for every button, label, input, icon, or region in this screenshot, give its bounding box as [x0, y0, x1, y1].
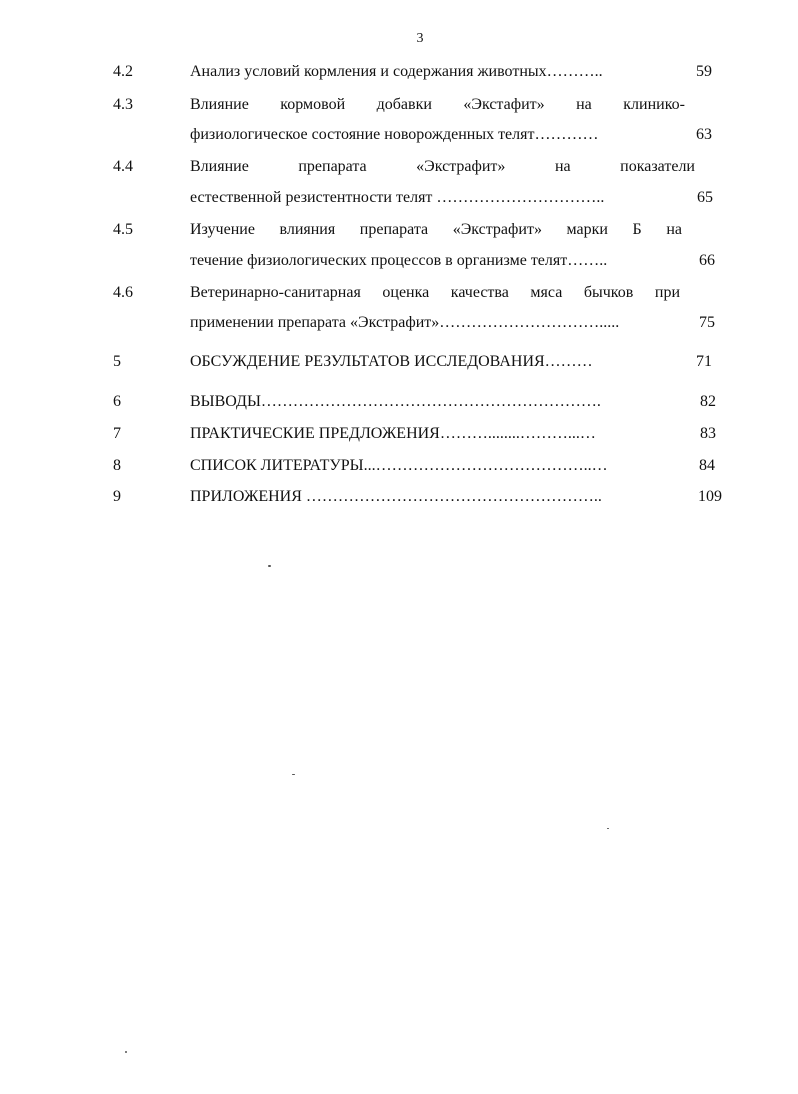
- toc-entry-page: 109: [698, 488, 722, 505]
- toc-entry-number: 4.2: [113, 63, 133, 80]
- toc-entry-title: Ветеринарно-санитарная оценка качества мяса бычков при: [190, 284, 680, 301]
- toc-entry-number: 5: [113, 353, 121, 370]
- scan-speck: [607, 828, 609, 829]
- toc-entry-number: 7: [113, 425, 121, 442]
- toc-entry-number: 6: [113, 393, 121, 410]
- toc-entry-number: 4.3: [113, 96, 133, 113]
- toc-entry-number: 8: [113, 457, 121, 474]
- toc-entry-number: 4.4: [113, 158, 133, 175]
- toc-entry-page: 63: [696, 126, 712, 143]
- toc-entry-page: 83: [700, 425, 716, 442]
- toc-entry-page: 84: [699, 457, 715, 474]
- toc-entry-page: 82: [700, 393, 716, 410]
- toc-entry-title: Влияние кормовой добавки «Экстафит» на клинико-: [190, 96, 685, 113]
- toc-entry-title: Анализ условий кормления и содержания животных………..: [190, 63, 603, 80]
- toc-entry-page: 71: [696, 353, 712, 370]
- toc-entry-title: Изучение влияния препарата «Экстрафит» марки Б на: [190, 221, 682, 238]
- toc-entry-number: 4.6: [113, 284, 133, 301]
- toc-entry-title: Влияние препарата «Экстрафит» на показатели: [190, 158, 695, 175]
- toc-entry-page: 65: [697, 189, 713, 206]
- toc-entry-number: 4.5: [113, 221, 133, 238]
- toc-entry-title-cont: физиологическое состояние новорожденных телят…………: [190, 126, 599, 143]
- toc-entry-page: 59: [696, 63, 712, 80]
- scan-speck: [268, 565, 271, 567]
- toc-entry-title: СПИСОК ЛИТЕРАТУРЫ...…………………………………..…: [190, 457, 608, 474]
- toc-entry-page: 66: [699, 252, 715, 269]
- toc-entry-title: ПРАКТИЧЕСКИЕ ПРЕДЛОЖЕНИЯ………........………...…: [190, 425, 596, 442]
- scan-speck: [292, 774, 295, 775]
- toc-entry-number: 9: [113, 488, 121, 505]
- toc-entry-title-cont: естественной резистентности телят …………………………..: [190, 189, 605, 206]
- toc-entry-title: ВЫВОДЫ……………………………………………………….: [190, 393, 601, 410]
- page-number: 3: [416, 31, 424, 46]
- scan-speck: [125, 1051, 127, 1053]
- toc-entry-title-cont: течение физиологических процессов в организме телят……..: [190, 252, 608, 269]
- toc-entry-title: ПРИЛОЖЕНИЯ ………………………………………………..: [190, 488, 602, 505]
- toc-entry-title-cont: применении препарата «Экстрафит»………………………….....: [190, 314, 620, 331]
- toc-entry-title: ОБСУЖДЕНИЕ РЕЗУЛЬТАТОВ ИССЛЕДОВАНИЯ………: [190, 353, 593, 370]
- toc-entry-page: 75: [699, 314, 715, 331]
